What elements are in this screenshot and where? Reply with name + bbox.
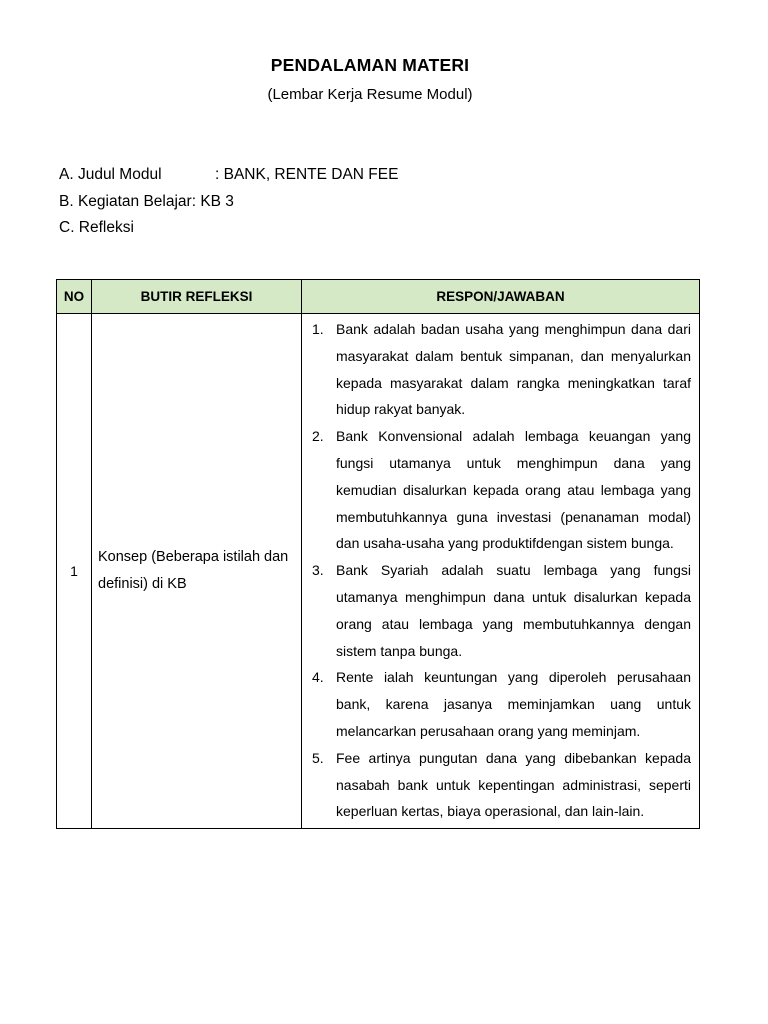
header-no: NO bbox=[57, 280, 92, 314]
module-title-label: A. Judul Modul bbox=[59, 166, 162, 183]
learning-activity-line bbox=[59, 193, 234, 211]
list-item bbox=[308, 316, 691, 423]
module-title-line bbox=[59, 166, 398, 184]
reflection-table bbox=[56, 279, 700, 829]
row-butir: Konsep (Beberapa istilah dan definisi) di KB bbox=[92, 314, 302, 829]
list-item-number: 4. bbox=[312, 669, 324, 686]
list-item-text: Rente ialah keuntungan yang diperoleh perusahaan bank, karena jasanya meminjamkan uang untuk melancarkan perusahaan orang yang meminjam. bbox=[336, 669, 691, 739]
header-respon-jawaban: RESPON/JAWABAN bbox=[302, 280, 700, 314]
list-item-text: Bank Syariah adalah suatu lembaga yang fungsi utamanya menghimpun dana untuk disalurkan kepada orang atau lembaga yang membutuhkannya dengan sistem tanpa bunga. bbox=[336, 562, 691, 659]
module-title-value: : BANK, RENTE DAN FEE bbox=[215, 166, 399, 183]
list-item-number: 5. bbox=[312, 749, 324, 766]
list-item-number: 2. bbox=[312, 428, 324, 445]
list-item-text: Bank Konvensional adalah lembaga keuangan yang fungsi utamanya untuk menghimpun dana yang kemudian disalurkan kepada orang atau lembaga yang membutuhkannya guna investasi (penanaman modal) dan usaha-usaha yang produktifdengan sistem bunga. bbox=[336, 428, 691, 552]
list-item-number: 1. bbox=[312, 321, 324, 337]
list-item bbox=[308, 557, 691, 664]
table-header-row bbox=[57, 280, 700, 314]
list-item bbox=[308, 664, 691, 744]
reflection-label: C. Refleksi bbox=[59, 219, 134, 236]
page-title: PENDALAMAN MATERI bbox=[270, 55, 470, 75]
list-item bbox=[308, 745, 691, 825]
page-subtitle: (Lembar Kerja Resume Modul) bbox=[267, 86, 473, 103]
row-number: 1 bbox=[57, 314, 92, 829]
header-butir-refleksi: BUTIR REFLEKSI bbox=[92, 280, 302, 314]
learning-activity-value: : KB 3 bbox=[191, 193, 234, 210]
list-item-text: Fee artinya pungutan dana yang dibebankan kepada nasabah bank untuk kepentingan administrasi, seperti keperluan kertas, biaya operasional, dan lain-lain. bbox=[336, 749, 691, 820]
table-row bbox=[57, 314, 700, 829]
list-item-text: Bank adalah badan usaha yang menghimpun dana dari masyarakat dalam bentuk simpanan, dan menyalurkan kepada masyarakat dalam rangka meningkatkan taraf hidup rakyat banyak. bbox=[336, 321, 691, 418]
list-item-number: 3. bbox=[312, 562, 324, 579]
response-list bbox=[308, 316, 691, 825]
row-responses bbox=[302, 314, 700, 829]
reflection-line bbox=[59, 219, 134, 237]
list-item bbox=[308, 423, 691, 557]
learning-activity-label: B. Kegiatan Belajar bbox=[59, 193, 192, 210]
